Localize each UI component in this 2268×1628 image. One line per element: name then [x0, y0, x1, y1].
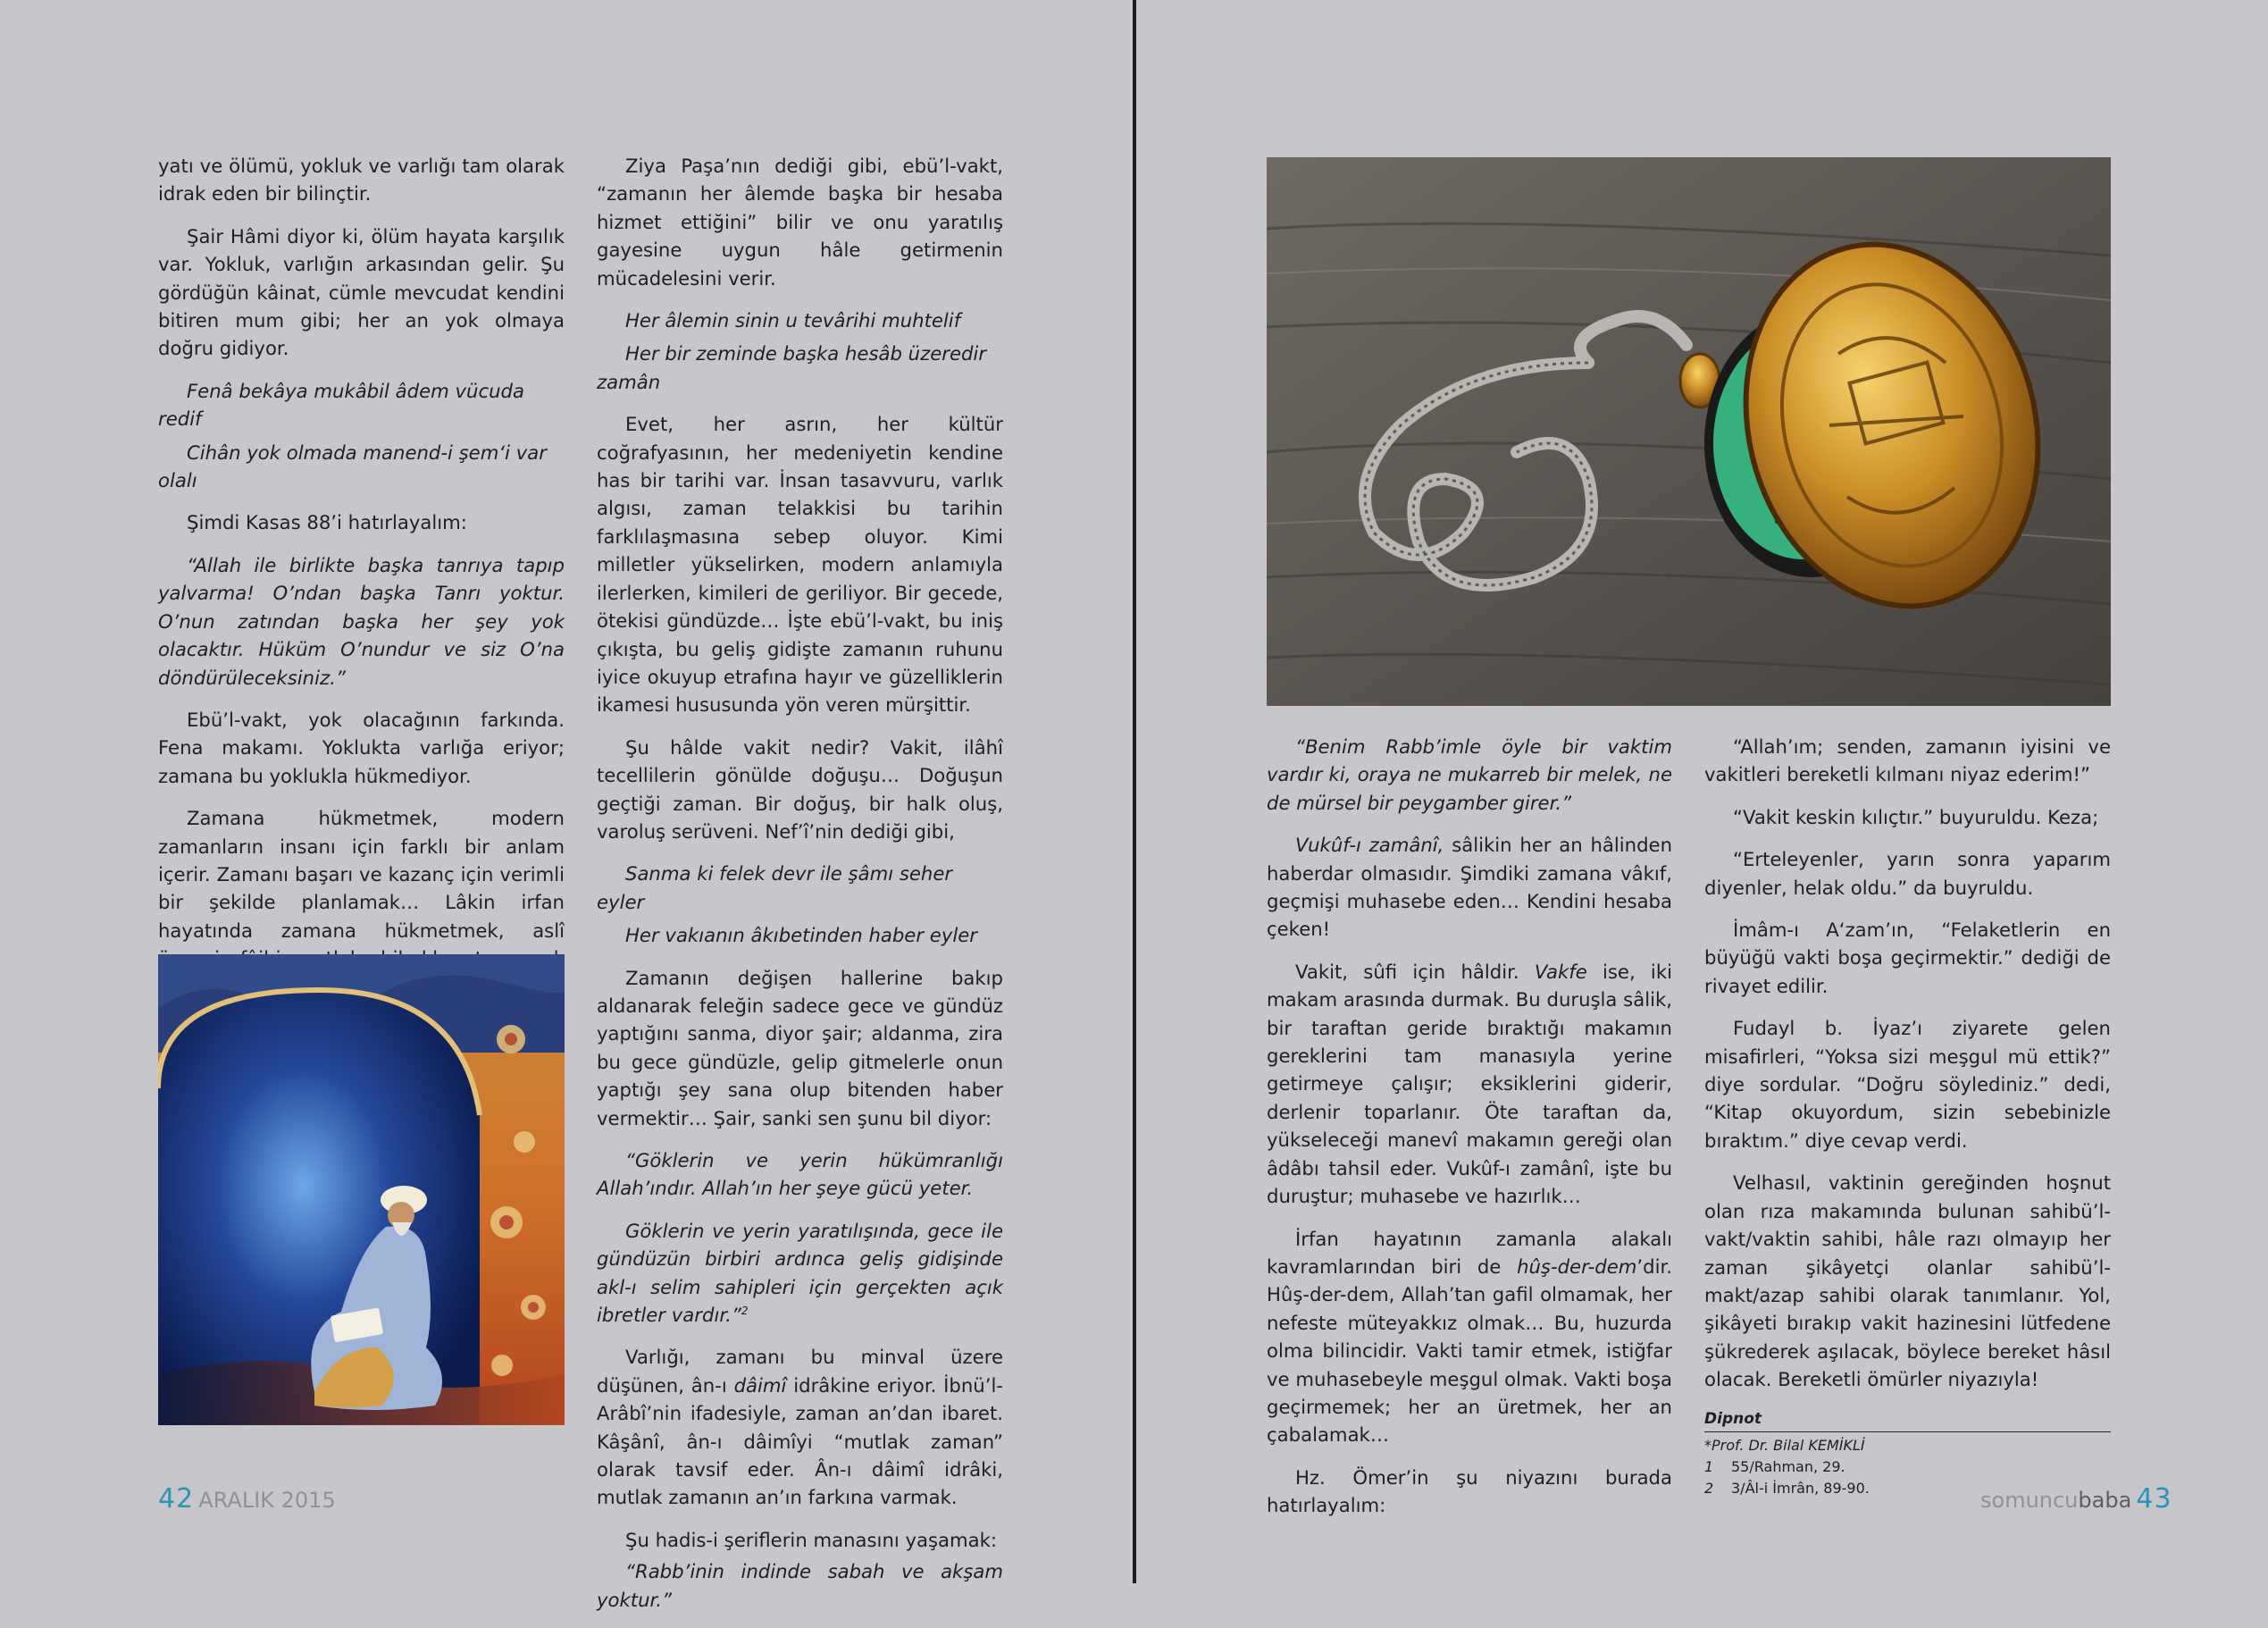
paragraph: “Allah’ım; senden, zamanın iyisini ve vakitleri bereketli kılmanı niyaz ederim!” — [1704, 735, 2111, 786]
paragraph: Ebü’l-vakt, yok olacağının farkında. Fena makamı. Yoklukta varlığa eriyor; zamana bu yoklukla hükmediyor. — [158, 708, 565, 787]
magazine-brand — [1980, 1488, 2131, 1513]
text-run: İrfan hayatının zamanla alakalı kavramlarından biri de — [1267, 1227, 1672, 1278]
verse-line: Her bir zeminde başka hesâb üzeredir zamân — [597, 342, 987, 393]
footnote-number: 2 — [1704, 1479, 1714, 1497]
verse-line: Her vakıanın âkıbetinden haber eyler — [625, 924, 977, 947]
paragraph — [1267, 958, 1672, 1211]
text-run: Vakit, sûfi için hâldir. — [1295, 960, 1535, 983]
emphasis: dâimî — [733, 1373, 787, 1397]
emphasis: Vakfe — [1534, 960, 1587, 983]
text-run: sâlikin her an hâlinden haberdar olmasıdır. Şimdiki zamana vâkıf, geçmişi muhasebe eden… Kendini hesaba çeken! — [1267, 834, 1672, 941]
paragraph — [1267, 831, 1672, 944]
brand-part: baba — [2078, 1488, 2132, 1513]
paragraph: Ziya Paşa’nın dediği gibi, ebü’l-vakt, “zamanın her âlemde başka bir hesaba hizmet ettiğini” bilir ve onu yaratılış gayesine uygun hâle getirmenin mücadelesini verir. — [597, 155, 1003, 290]
paragraph: Velhasıl, vaktinin gereğinden hoşnut olan rıza makamında bulunan sahibü’l-vakt/vaktin sahibi, hâle razı olmayıp her zaman şikâyetçi olanlar sahibü’l-makt/azap sahibi olarak tanımlanır. Yol, şikâyeti bırakıp vakit hazinesini lütfedene şükrederek aşılacak, böylece bereket hâsıl olacak. Bereketli ömürler niyazıyla! — [1704, 1171, 2111, 1391]
page-number: 43 — [2136, 1483, 2172, 1515]
emphasis: Vukûf-ı zamânî, — [1295, 834, 1444, 857]
miniature-painting-image — [158, 954, 565, 1425]
paragraph: Şair Hâmi diyor ki, ölüm hayata karşılık var. Yokluk, varlığın arkasından gelir. Şu gördüğün kâinat, cümle mevcudat kendini bitiren mum gibi; her an yok olmaya doğru gidiyor. — [158, 224, 565, 360]
left-column-2 — [597, 152, 1003, 1628]
footnote-text: 3/Âl-i İmrân, 89-90. — [1731, 1479, 1870, 1497]
text-run: ’dir. Hûş-der-dem, Allah’tan gafil olmamak, her nefeste müteyakkız olmak… Bu, huzurda olma bilincidir. Vakti tamir etmek, istiğfar ve muhasebeyle meşgul olmak. Vakti boşa geçirmemek; her an üretmek, her an çabalamak… — [1267, 1255, 1672, 1447]
footnote-ref: 2 — [741, 1304, 749, 1317]
quote-text: Göklerin ve yerin yaratılışında, gece ile gündüzün birbiri ardınca geliş gidişinde akl-ı selim sahipleri için gerçekten açık ibretler vardır.” — [597, 1219, 1003, 1327]
quote: “Rabb’inin indinde sabah ve akşam yoktur.” — [597, 1560, 1003, 1611]
footnotes-title: Dipnot — [1704, 1408, 2111, 1432]
right-column-1 — [1267, 733, 1672, 1534]
verse-line: Her âlemin sinin u tevârihi muhtelif — [625, 309, 961, 332]
paragraph — [597, 1343, 1003, 1511]
text-run: ise, iki makam arasında durmak. Bu duruşla sâlik, bir taraftan geride bıraktığı makamın gereklerini tam manasıyla yerine getirmeye çalışır; eksiklerini giderir, derlenir toparlanır. Öte taraftan da, yükseleceği manevî makamın gereği olan âdâbı tahsil eder. Vukûf-ı zamânî, işte bu duruştur; muhasebe ve hazırlık… — [1267, 960, 1672, 1208]
paragraph: Zamanın değişen hallerine bakıp aldanarak feleğin sadece gece ve gündüz yaptığını sanma, diyor şair; aldanma, zira bu gece gündüzle, gelip gitmelerle onun yaptığı şey sana olup bitenden haber vermektir… Şair, sanki sen şunu bil diyor: — [597, 966, 1003, 1129]
paragraph: Şimdi Kasas 88’i hatırlayalım: — [187, 511, 467, 534]
author-credit: *Prof. Dr. Bilal KEMİKLİ — [1704, 1436, 1865, 1454]
footnote-text: 55/Rahman, 29. — [1731, 1457, 1845, 1475]
paragraph: İmâm-ı A‘zam’ın, “Felaketlerin en büyüğü vakti boşa geçirmektir.” dediği de rivayet edilir. — [1704, 919, 2111, 997]
pocket-watch-photo — [1267, 157, 2111, 706]
right-folio — [1980, 1483, 2172, 1515]
issue-date: ARALIK 2015 — [198, 1488, 336, 1513]
paragraph: Evet, her asrın, her kültür coğrafyasının, her medeniyetin kendine has bir tarihi var. İnsan tasavvuru, varlık algısı, zaman telakkisi bu tarihin farklılaşmasına sebep oluyor. Kimi milletler yükselirken, modern anlamıyla ilerlerken, kimileri de geriliyor. Bir gecede, ötekisi gündüzde… İşte ebü’l-vakt, bu iniş çıkışta, bu geliş gidişte zamanın ruhunu iyice okuyup etrafına hayır ve güzelliklerin ikamesi hususunda yön veren mürşittir. — [597, 413, 1003, 717]
quote: “Allah ile birlikte başka tanrıya tapıp yalvarma! O’ndan başka Tanrı yoktur. O’nun zatından başka her şey yok olacaktır. Hüküm O’nundur ve siz O’na döndürüleceksiniz.” — [158, 553, 565, 689]
footnote-item — [1704, 1456, 2111, 1478]
right-column-2 — [1704, 733, 2111, 1499]
paragraph: Zamana hükmetmek, modern zamanların insanı için farklı bir anlam içerir. Zamanı başarı ve kazanç için verimli bir şekilde planlamak… Lâkin irfan hayatında zamana hükmetmek, aslî — [158, 807, 565, 942]
quote — [597, 1217, 1003, 1330]
page-number: 42 — [158, 1483, 195, 1515]
verse-line: Sanma ki felek devr ile şâmı seher eyler — [597, 862, 953, 913]
paragraph: Şu hadis-i şeriflerin manasını yaşamak: — [625, 1528, 998, 1551]
quote: “Göklerin ve yerin hükümranlığı Allah’ındır. Allah’ın her şeye gücü yeter. — [597, 1149, 1003, 1200]
emphasis: hûş-der-dem — [1517, 1255, 1637, 1278]
paragraph — [1267, 1225, 1672, 1449]
paragraph: Fudayl b. İyaz’ı ziyarete gelen misafirleri, “Yoksa sizi meşgul mü ettik?” diye sordular. “Doğru söylediniz.” dedi, “Kitap okuyordum, sizin sebebinizle bıraktım.” diye cevap verdi. — [1704, 1017, 2111, 1152]
paragraph: “Erteleyenler, yarın sonra yaparım diyenler, helak oldu.” da buyruldu. — [1704, 848, 2111, 899]
paragraph: Hz. Ömer’in şu niyazını burada hatırlayalım: — [1267, 1465, 1672, 1517]
footnote-number: 1 — [1704, 1457, 1714, 1475]
brand-part: somuncu — [1980, 1488, 2079, 1513]
verse-line: Cihân yok olmada manend-i şem‘i var olalı — [158, 441, 547, 492]
paragraph: “Vakit keskin kılıçtır.” buyuruldu. Keza; — [1733, 805, 2099, 828]
left-page — [0, 0, 1133, 1611]
left-folio — [158, 1483, 336, 1515]
text-run: Varlığı, zamanı bu minval üzere düşünen, ân-ı — [597, 1346, 1003, 1397]
quote: “Benim Rabb’imle öyle bir vaktim vardır ki, oraya ne mukarreb bir melek, ne de mürsel bir peygamber girer.” — [1267, 735, 1672, 814]
paragraph: yatı ve ölümü, yokluk ve varlığı tam olarak idrak eden bir bilinçtir. — [158, 155, 565, 206]
verse-line: Fenâ bekâya mukâbil âdem vücuda redif — [158, 379, 524, 431]
text-run: idrâkine eriyor. İbnü’l-Arâbî’nin ifadesiyle, zaman an’dan ibaret. Kâşânî, ân-ı dâimîyi “mutlak zaman” olarak tavsif eder. Ân-ı dâimî idrâki, mutlak zamanın an’ın farkına varmak. — [597, 1373, 1003, 1509]
paragraph: Şu hâlde vakit nedir? Vakit, ilâhî tecellilerin gönülde doğuşu… Doğuşun geçtiği zaman. Bir doğuş, bir halk oluş, varoluş serüveni. Nef’î’nin dediği gibi, — [597, 735, 1003, 843]
right-page — [1136, 0, 2268, 1583]
